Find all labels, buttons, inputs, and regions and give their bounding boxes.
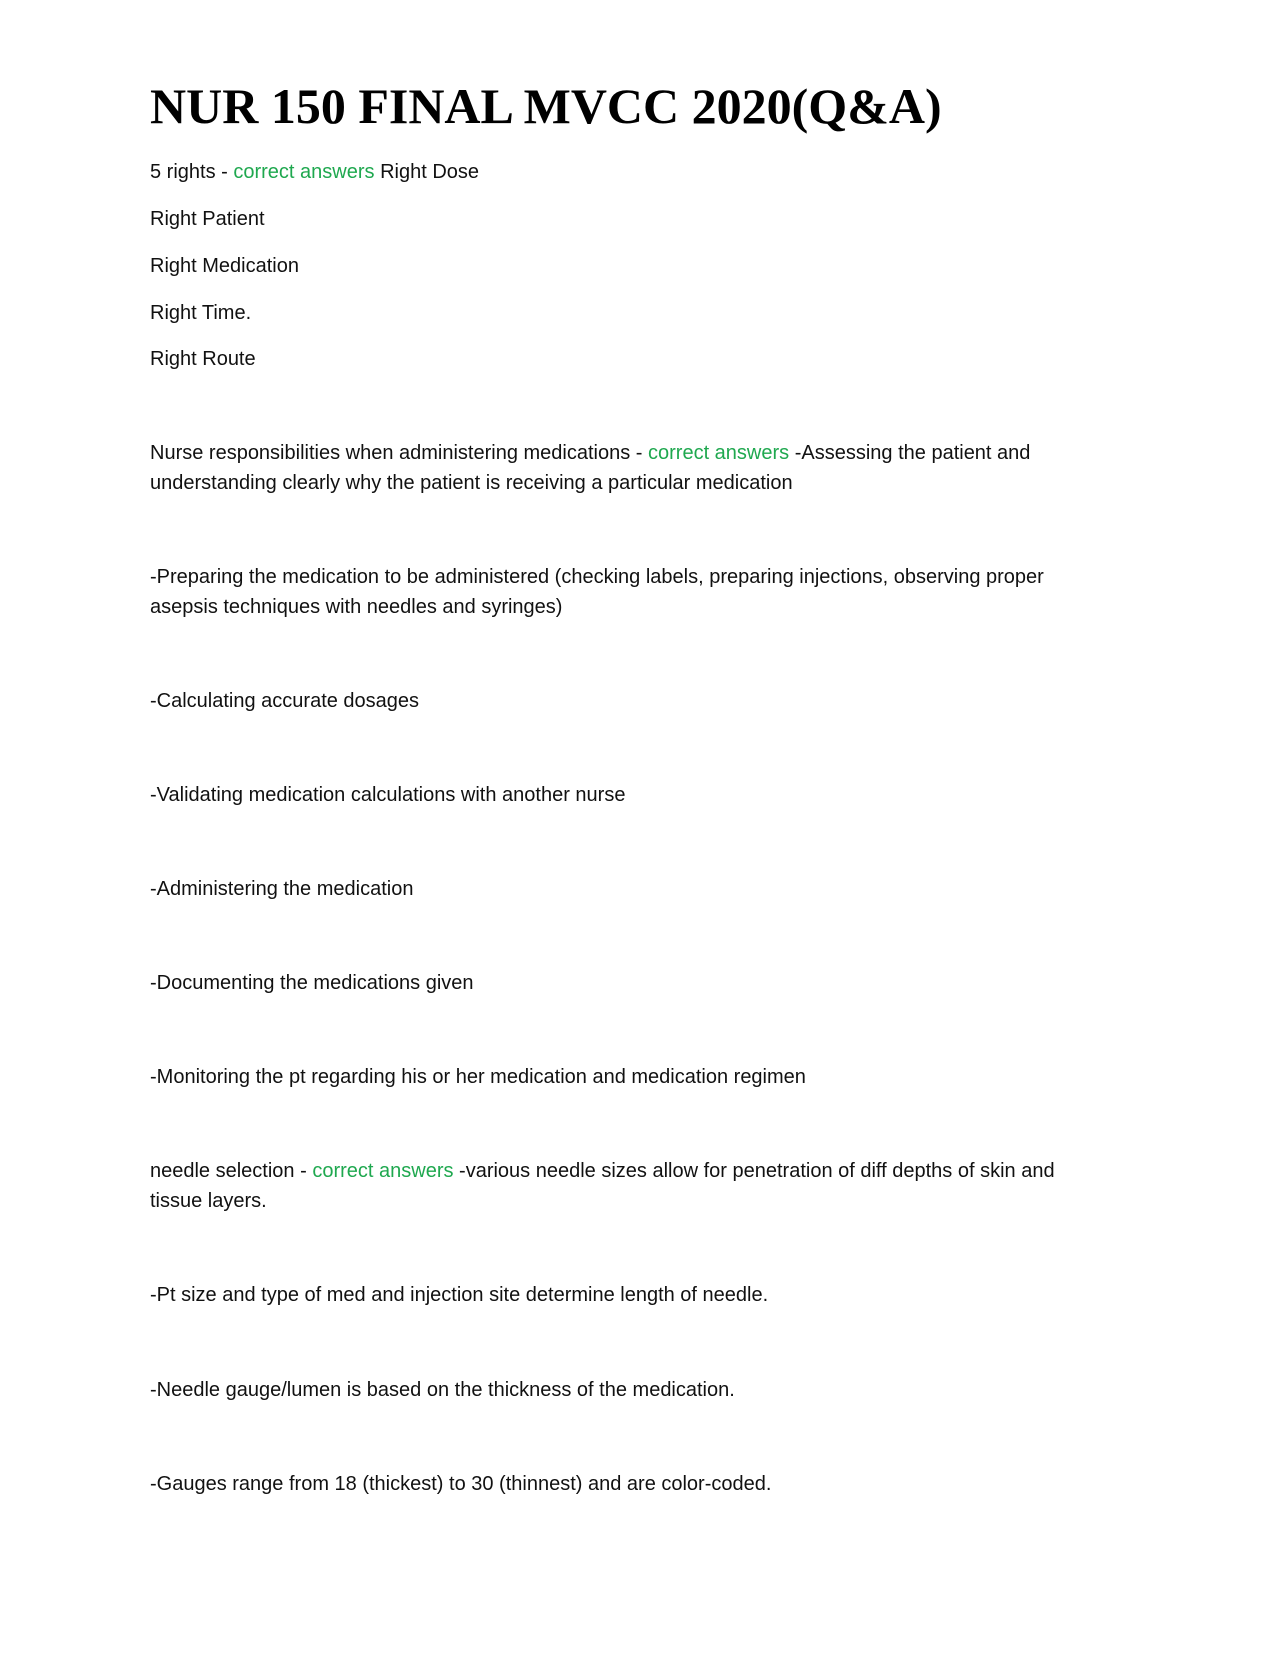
answer-point: -Preparing the medication to be administered (checking labels, preparing injections, observing proper asepsis techniques with needles and syringes) <box>150 566 1044 618</box>
correct-answers-label: correct answers <box>648 442 790 464</box>
question-prompt: Nurse responsibilities when administering medications - <box>150 442 648 464</box>
answer-line: Right Medication <box>150 255 299 277</box>
answer-text: -Assessing the patient and understanding clearly why the patient is receiving a particular medication <box>150 442 1031 494</box>
answer-point: -Documenting the medications given <box>150 972 474 994</box>
correct-answers-label: correct answers <box>233 161 375 183</box>
answer-point: -Monitoring the pt regarding his or her medication and medication regimen <box>150 1066 806 1088</box>
question-needle-selection <box>150 1156 1110 1216</box>
answer-line: Right Time. <box>150 302 252 324</box>
question-five-rights <box>150 157 1110 187</box>
answer-point: -Calculating accurate dosages <box>150 690 420 712</box>
question-prompt: 5 rights - <box>150 161 234 183</box>
answer-point: -Needle gauge/lumen is based on the thickness of the medication. <box>150 1379 735 1401</box>
answer-text: Right Dose <box>374 161 480 183</box>
question-nurse-responsibilities <box>150 438 1110 498</box>
answer-point: -Validating medication calculations with another nurse <box>150 784 626 806</box>
answer-point: -Gauges range from 18 (thickest) to 30 (thinnest) and are color-coded. <box>150 1473 772 1495</box>
correct-answers-label: correct answers <box>312 1160 454 1182</box>
question-prompt: needle selection - <box>150 1160 313 1182</box>
answer-point: -Pt size and type of med and injection site determine length of needle. <box>150 1284 769 1306</box>
document-title: NUR 150 FINAL MVCC 2020(Q&A) <box>150 78 942 134</box>
answer-line: Right Patient <box>150 208 265 230</box>
answer-text: -various needle sizes allow for penetration of diff depths of skin and tissue layers. <box>150 1160 1055 1212</box>
answer-line: Right Route <box>150 348 256 370</box>
answer-point: -Administering the medication <box>150 878 414 900</box>
